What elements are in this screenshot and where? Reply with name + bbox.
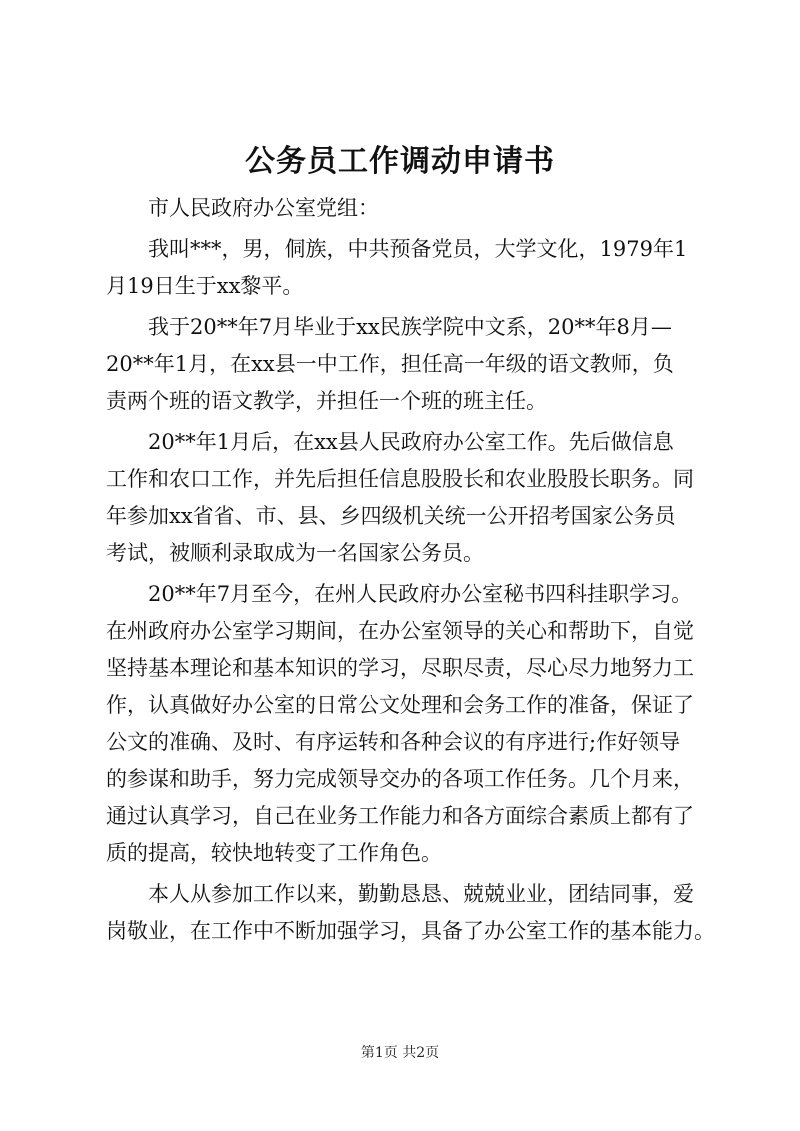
paragraph-line: 年参加xx省省、市、县、乡四级机关统一公开招考国家公务员 xyxy=(106,504,676,528)
paragraph-line: 岗敬业，在工作中不断加强学习，具备了办公室工作的基本能力。 xyxy=(106,919,715,943)
paragraph-line: 月19日生于xx黎平。 xyxy=(106,274,304,298)
paragraph-line: 的参谋和助手，努力完成领导交办的各项工作任务。几个月来， xyxy=(106,767,694,791)
paragraph-line: 20**年7月至今，在州人民政府办公室秘书四科挂职学习。 xyxy=(148,582,693,606)
paragraph-line: 考试，被顺利录取成为一名国家公务员。 xyxy=(106,541,484,565)
paragraph-5 xyxy=(106,876,715,950)
paragraph-line: 在州政府办公室学习期间，在办公室领导的关心和帮助下，自觉 xyxy=(106,619,694,643)
paragraph-line: 本人从参加工作以来，勤勤恳恳、兢兢业业，团结同事，爱 xyxy=(148,882,694,906)
paragraph-line: 作，认真做好办公室的日常公文处理和会务工作的准备，保证了 xyxy=(106,693,694,717)
page-footer: 第1页 共2页 xyxy=(360,1045,440,1061)
paragraph-line: 责两个班的语文教学，并担任一个班的班主任。 xyxy=(106,389,547,413)
salutation: 市人民政府办公室党组： xyxy=(148,196,379,220)
paragraph-1 xyxy=(106,231,702,305)
paragraph-4 xyxy=(106,576,702,872)
paragraph-3 xyxy=(106,424,702,572)
paragraph-line: 20**年1月，在xx县一中工作，担任高一年级的语文教师，负 xyxy=(106,352,674,376)
paragraph-line: 工作和农口工作，并先后担任信息股股长和农业股股长职务。同 xyxy=(106,467,694,491)
paragraph-2 xyxy=(106,309,702,420)
document-title: 公务员工作调动申请书 xyxy=(245,144,555,179)
document-body xyxy=(106,190,715,950)
paragraph-line: 我于20**年7月毕业于xx民族学院中文系，20**年8月— xyxy=(148,315,672,339)
paragraph-line: 我叫***，男，侗族，中共预备党员，大学文化，1979年1 xyxy=(148,237,688,261)
paragraph-line: 坚持基本理论和基本知识的学习，尽职尽责，尽心尽力地努力工 xyxy=(106,656,694,680)
paragraph-line: 通过认真学习，自己在业务工作能力和各方面综合素质上都有了 xyxy=(106,804,694,828)
paragraph-line: 质的提高，较快地转变了工作角色。 xyxy=(106,841,442,865)
paragraph-line: 公文的准确、及时、有序运转和各种会议的有序进行;作好领导 xyxy=(106,730,681,754)
paragraph-line: 20**年1月后，在xx县人民政府办公室工作。先后做信息 xyxy=(148,430,674,454)
